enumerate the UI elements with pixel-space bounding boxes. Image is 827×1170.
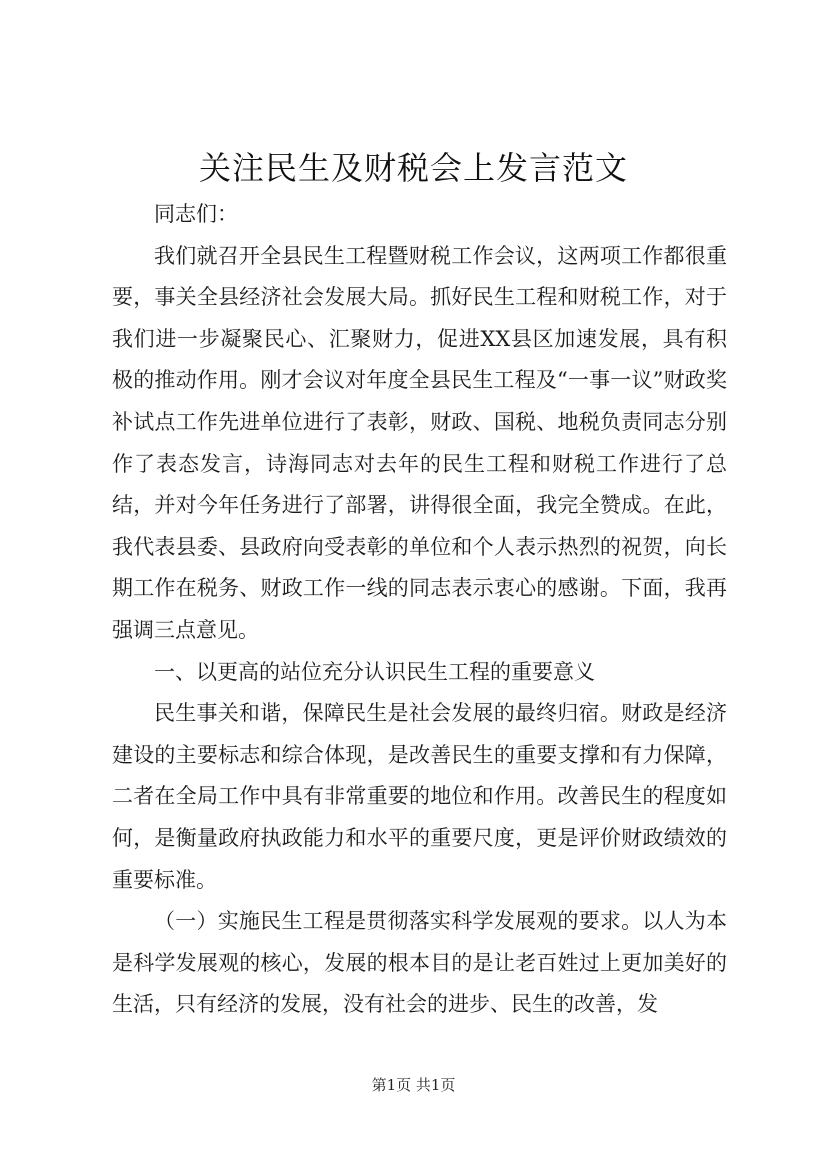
document-body	[112, 194, 727, 1026]
document-title: 关注民生及财税会上发言范文	[198, 149, 628, 187]
page-footer: 第1页 共1页	[371, 1076, 456, 1094]
section-heading: 一、以更高的站位充分认识民生工程的重要意义	[154, 659, 595, 684]
intro-paragraph: 我们就召开全县民生工程暨财税工作会议，这两项工作都很重要，事关全县经济社会发展大局。抓好民生工程和财税工作，对于我们进一步凝聚民心、汇聚财力，促进XX县区加速发展，具有积极的推动作用。刚才会议对年度全县民生工程及“一事一议”财政奖补试点工作先进单位进行了表彰，财政、国税、地税负责同志分别作了表态发言，诗海同志对去年的民生工程和财税工作进行了总结，并对今年任务进行了部署，讲得很全面，我完全赞成。在此，我代表县委、县政府向受表彰的单位和个人表示热烈的祝贺，向长期工作在税务、财政工作一线的同志表示衷心的感谢。下面，我再强调三点意见。	[112, 243, 727, 642]
subsection-paragraph: （一）实施民生工程是贯彻落实科学发展观的要求。以人为本是科学发展观的核心，发展的根本目的是让老百姓过上更加美好的生活，只有经济的发展，没有社会的进步、民生的改善，发	[112, 909, 727, 1017]
salutation-paragraph: 同志们：	[154, 202, 238, 226]
section-paragraph: 民生事关和谐，保障民生是社会发展的最终归宿。财政是经济建设的主要标志和综合体现，是改善民生的重要支撑和有力保障，二者在全局工作中具有非常重要的地位和作用。改善民生的程度如何，是衡量政府执政能力和水平的重要尺度，更是评价财政绩效的重要标准。	[112, 701, 727, 892]
